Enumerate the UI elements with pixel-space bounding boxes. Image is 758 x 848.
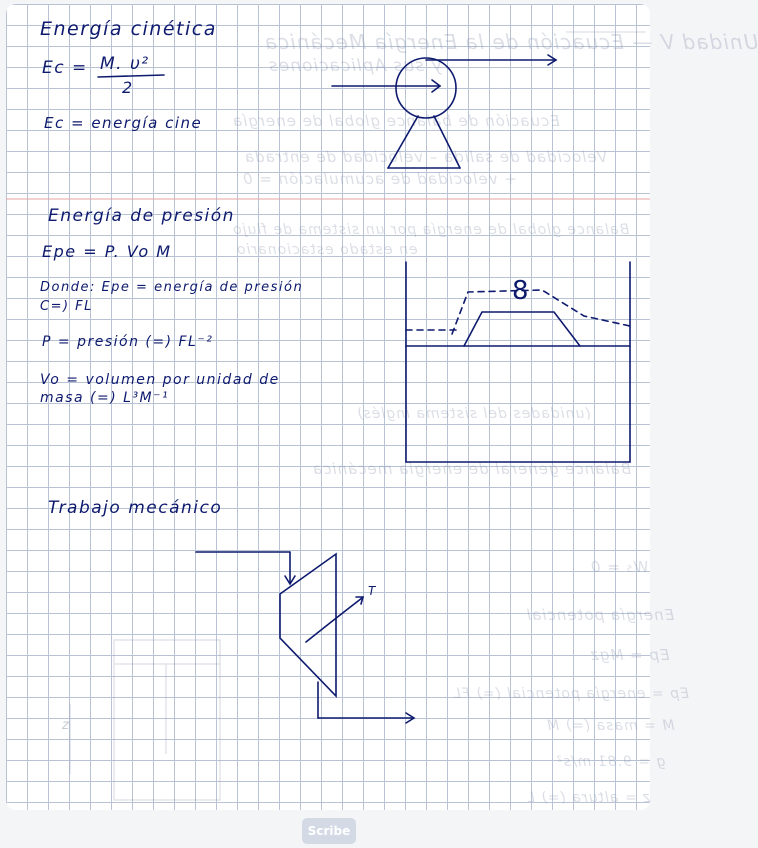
bleed-through-line: y sus Aplicaciones: [268, 56, 442, 76]
kinetic-definition: Ec = energía cine: [44, 114, 203, 132]
notebook-page: [6, 4, 758, 810]
kinetic-energy-title: Energía cinética: [40, 18, 217, 40]
bleed-through-line: Ep = energía potencial (=) FL: [452, 686, 689, 702]
kinetic-formula-lhs: Ec =: [42, 58, 88, 78]
bleed-through-line: Velocidad de salida – velocidad de entrada: [244, 148, 608, 166]
bleed-through-line: Balance global de energía por un sistema de flujo: [232, 222, 630, 238]
bleed-through-line: Ep = Mgz: [590, 646, 670, 664]
mechanical-work-title: Trabajo mecánico: [48, 498, 223, 518]
bleed-through-line: Ecuación de balance global de energía: [232, 112, 560, 130]
pressure-where-line2: C=) FL: [40, 299, 93, 314]
bleed-through-line: + velocidad de acumulación = 0: [242, 170, 517, 188]
bleed-through-line: (unidades del sistema inglés): [356, 406, 591, 422]
pressure-where-line1: Donde: Epe = energía de presión: [40, 280, 304, 295]
bleed-through-line: z = altura (=) L: [526, 790, 651, 806]
tank-level-label: 8: [512, 276, 531, 306]
kinetic-formula-numerator: M. υ²: [100, 54, 150, 74]
torque-label: T: [368, 584, 377, 598]
pressure-vo-line2: masa (=) L³M⁻¹: [40, 390, 170, 406]
bleed-through-line: Balance general de energía mecánica: [312, 460, 632, 478]
bleed-through-line: M = masa (=) M: [546, 718, 675, 734]
bleed-through-line: Energía potencial: [526, 606, 675, 624]
bleed-through-line: g = 9.81 m/s²: [556, 754, 666, 770]
pressure-p-definition: P = presión (=) FL⁻²: [42, 334, 214, 350]
pressure-vo-line1: Vo = volumen por unidad de: [40, 372, 280, 388]
pressure-formula: Epe = P. Vo M: [42, 242, 172, 261]
scribd-logo[interactable]: Scribe: [302, 818, 356, 844]
handwritten-sketches: [6, 4, 650, 810]
pressure-energy-title: Energía de presión: [48, 206, 235, 226]
height-label: z: [62, 718, 71, 733]
bleed-through-line: Unidad V — Ecuación de la Energía Mecánica: [264, 30, 758, 54]
kinetic-formula-denominator: 2: [122, 78, 134, 97]
bleed-through-line: en estado estacionario: [236, 242, 418, 258]
bleed-through-line: W₅ = 0: [590, 558, 649, 576]
